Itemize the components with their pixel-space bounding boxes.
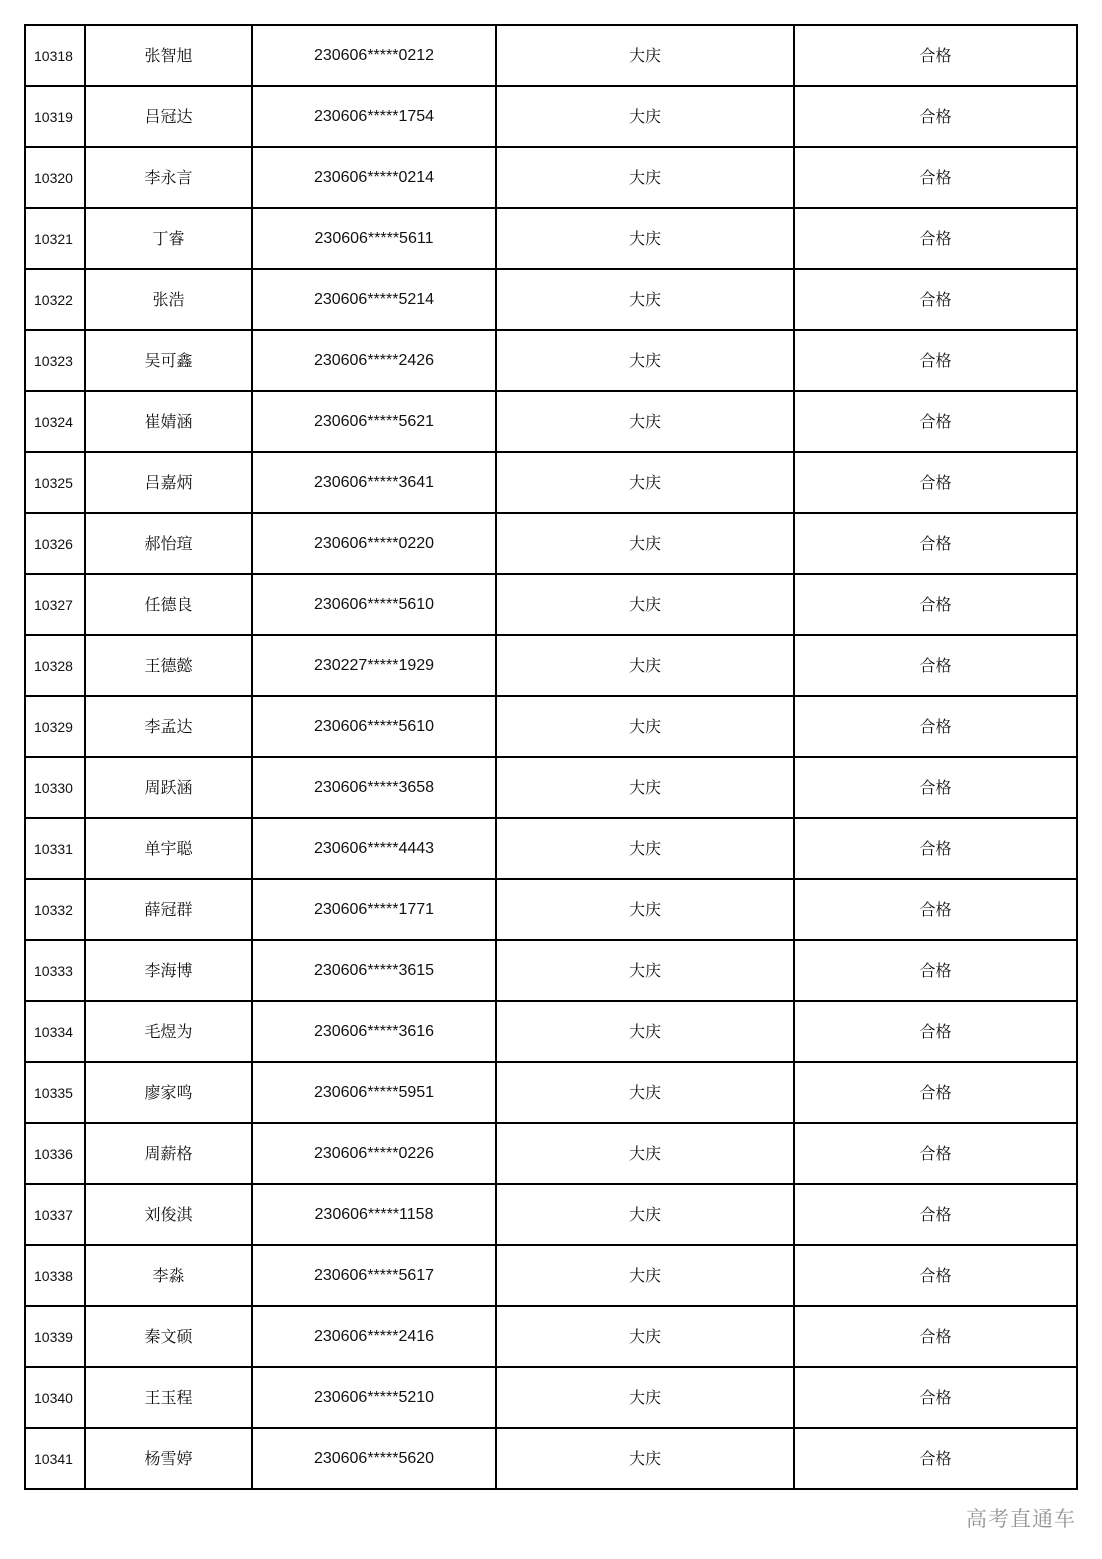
id-number: 230606*****5620: [252, 1428, 496, 1489]
row-number: 10322: [25, 269, 85, 330]
id-number: 230606*****5210: [252, 1367, 496, 1428]
result: 合格: [794, 1306, 1077, 1367]
row-number: 10334: [25, 1001, 85, 1062]
table-row: [25, 269, 1077, 330]
candidate-name: 吕嘉炳: [85, 452, 252, 513]
result: 合格: [794, 696, 1077, 757]
city: 大庆: [496, 818, 794, 879]
id-number: 230606*****0212: [252, 25, 496, 86]
id-number: 230606*****3658: [252, 757, 496, 818]
row-number: 10325: [25, 452, 85, 513]
id-number: 230606*****3615: [252, 940, 496, 1001]
row-number: 10320: [25, 147, 85, 208]
table-row: [25, 1428, 1077, 1489]
table-row: [25, 1062, 1077, 1123]
id-number: 230606*****1158: [252, 1184, 496, 1245]
result: 合格: [794, 940, 1077, 1001]
city: 大庆: [496, 1428, 794, 1489]
id-number: 230606*****2426: [252, 330, 496, 391]
id-number: 230606*****3641: [252, 452, 496, 513]
city: 大庆: [496, 1184, 794, 1245]
watermark-text: 高考直通车: [966, 1507, 1076, 1531]
candidate-name: 李淼: [85, 1245, 252, 1306]
table-row: [25, 1245, 1077, 1306]
city: 大庆: [496, 1306, 794, 1367]
row-number: 10335: [25, 1062, 85, 1123]
city: 大庆: [496, 513, 794, 574]
table-row: [25, 208, 1077, 269]
result: 合格: [794, 208, 1077, 269]
candidate-name: 吕冠达: [85, 86, 252, 147]
table-row: [25, 86, 1077, 147]
result: 合格: [794, 147, 1077, 208]
table-row: [25, 574, 1077, 635]
candidate-name: 秦文硕: [85, 1306, 252, 1367]
id-number: 230606*****5610: [252, 574, 496, 635]
city: 大庆: [496, 391, 794, 452]
result: 合格: [794, 1428, 1077, 1489]
candidate-name: 王玉程: [85, 1367, 252, 1428]
result: 合格: [794, 757, 1077, 818]
candidate-name: 毛煜为: [85, 1001, 252, 1062]
candidate-name: 杨雪婷: [85, 1428, 252, 1489]
row-number: 10324: [25, 391, 85, 452]
candidate-name: 廖家鸣: [85, 1062, 252, 1123]
table-row: [25, 147, 1077, 208]
id-number: 230606*****3616: [252, 1001, 496, 1062]
row-number: 10323: [25, 330, 85, 391]
row-number: 10321: [25, 208, 85, 269]
id-number: 230606*****0226: [252, 1123, 496, 1184]
row-number: 10318: [25, 25, 85, 86]
city: 大庆: [496, 940, 794, 1001]
city: 大庆: [496, 1367, 794, 1428]
result: 合格: [794, 879, 1077, 940]
row-number: 10326: [25, 513, 85, 574]
city: 大庆: [496, 1123, 794, 1184]
id-number: 230606*****0214: [252, 147, 496, 208]
table-row: [25, 1184, 1077, 1245]
row-number: 10332: [25, 879, 85, 940]
id-number: 230606*****1771: [252, 879, 496, 940]
row-number: 10319: [25, 86, 85, 147]
candidate-name: 王德懿: [85, 635, 252, 696]
id-number: 230606*****5610: [252, 696, 496, 757]
city: 大庆: [496, 269, 794, 330]
row-number: 10338: [25, 1245, 85, 1306]
row-number: 10329: [25, 696, 85, 757]
result: 合格: [794, 25, 1077, 86]
result: 合格: [794, 818, 1077, 879]
table-row: [25, 818, 1077, 879]
table-row: [25, 635, 1077, 696]
row-number: 10333: [25, 940, 85, 1001]
candidate-name: 丁睿: [85, 208, 252, 269]
city: 大庆: [496, 330, 794, 391]
candidate-name: 李海博: [85, 940, 252, 1001]
result: 合格: [794, 1184, 1077, 1245]
id-number: 230606*****2416: [252, 1306, 496, 1367]
candidate-name: 李永言: [85, 147, 252, 208]
result: 合格: [794, 86, 1077, 147]
table-row: [25, 940, 1077, 1001]
row-number: 10337: [25, 1184, 85, 1245]
candidate-name: 崔婧涵: [85, 391, 252, 452]
candidate-name: 任德良: [85, 574, 252, 635]
table-row: [25, 1123, 1077, 1184]
candidate-name: 张浩: [85, 269, 252, 330]
result: 合格: [794, 330, 1077, 391]
result: 合格: [794, 1062, 1077, 1123]
city: 大庆: [496, 879, 794, 940]
table-row: [25, 1306, 1077, 1367]
row-number: 10336: [25, 1123, 85, 1184]
candidate-name: 单宇聪: [85, 818, 252, 879]
id-number: 230606*****5621: [252, 391, 496, 452]
row-number: 10339: [25, 1306, 85, 1367]
roster-body: [25, 25, 1077, 1489]
row-number: 10340: [25, 1367, 85, 1428]
table-row: [25, 1001, 1077, 1062]
city: 大庆: [496, 208, 794, 269]
result: 合格: [794, 1367, 1077, 1428]
table-row: [25, 330, 1077, 391]
result: 合格: [794, 635, 1077, 696]
city: 大庆: [496, 1001, 794, 1062]
id-number: 230606*****5214: [252, 269, 496, 330]
result: 合格: [794, 452, 1077, 513]
table-row: [25, 757, 1077, 818]
table-row: [25, 879, 1077, 940]
id-number: 230606*****4443: [252, 818, 496, 879]
id-number: 230606*****0220: [252, 513, 496, 574]
result: 合格: [794, 269, 1077, 330]
result: 合格: [794, 1123, 1077, 1184]
city: 大庆: [496, 147, 794, 208]
id-number: 230606*****5611: [252, 208, 496, 269]
candidate-name: 刘俊淇: [85, 1184, 252, 1245]
result: 合格: [794, 513, 1077, 574]
table-row: [25, 391, 1077, 452]
roster-table: [24, 24, 1078, 1490]
table-row: [25, 1367, 1077, 1428]
result: 合格: [794, 391, 1077, 452]
table-row: [25, 696, 1077, 757]
candidate-name: 薛冠群: [85, 879, 252, 940]
row-number: 10328: [25, 635, 85, 696]
city: 大庆: [496, 1062, 794, 1123]
candidate-name: 周跃涵: [85, 757, 252, 818]
roster-sheet: [24, 24, 1078, 1490]
city: 大庆: [496, 86, 794, 147]
city: 大庆: [496, 1245, 794, 1306]
id-number: 230606*****5617: [252, 1245, 496, 1306]
table-row: [25, 452, 1077, 513]
candidate-name: 张智旭: [85, 25, 252, 86]
candidate-name: 吴可鑫: [85, 330, 252, 391]
row-number: 10341: [25, 1428, 85, 1489]
result: 合格: [794, 1245, 1077, 1306]
row-number: 10331: [25, 818, 85, 879]
result: 合格: [794, 574, 1077, 635]
candidate-name: 郝怡瑄: [85, 513, 252, 574]
city: 大庆: [496, 25, 794, 86]
row-number: 10327: [25, 574, 85, 635]
city: 大庆: [496, 635, 794, 696]
city: 大庆: [496, 696, 794, 757]
table-row: [25, 513, 1077, 574]
city: 大庆: [496, 757, 794, 818]
candidate-name: 周薪格: [85, 1123, 252, 1184]
id-number: 230606*****5951: [252, 1062, 496, 1123]
id-number: 230606*****1754: [252, 86, 496, 147]
row-number: 10330: [25, 757, 85, 818]
city: 大庆: [496, 452, 794, 513]
city: 大庆: [496, 574, 794, 635]
table-row: [25, 25, 1077, 86]
candidate-name: 李孟达: [85, 696, 252, 757]
id-number: 230227*****1929: [252, 635, 496, 696]
result: 合格: [794, 1001, 1077, 1062]
